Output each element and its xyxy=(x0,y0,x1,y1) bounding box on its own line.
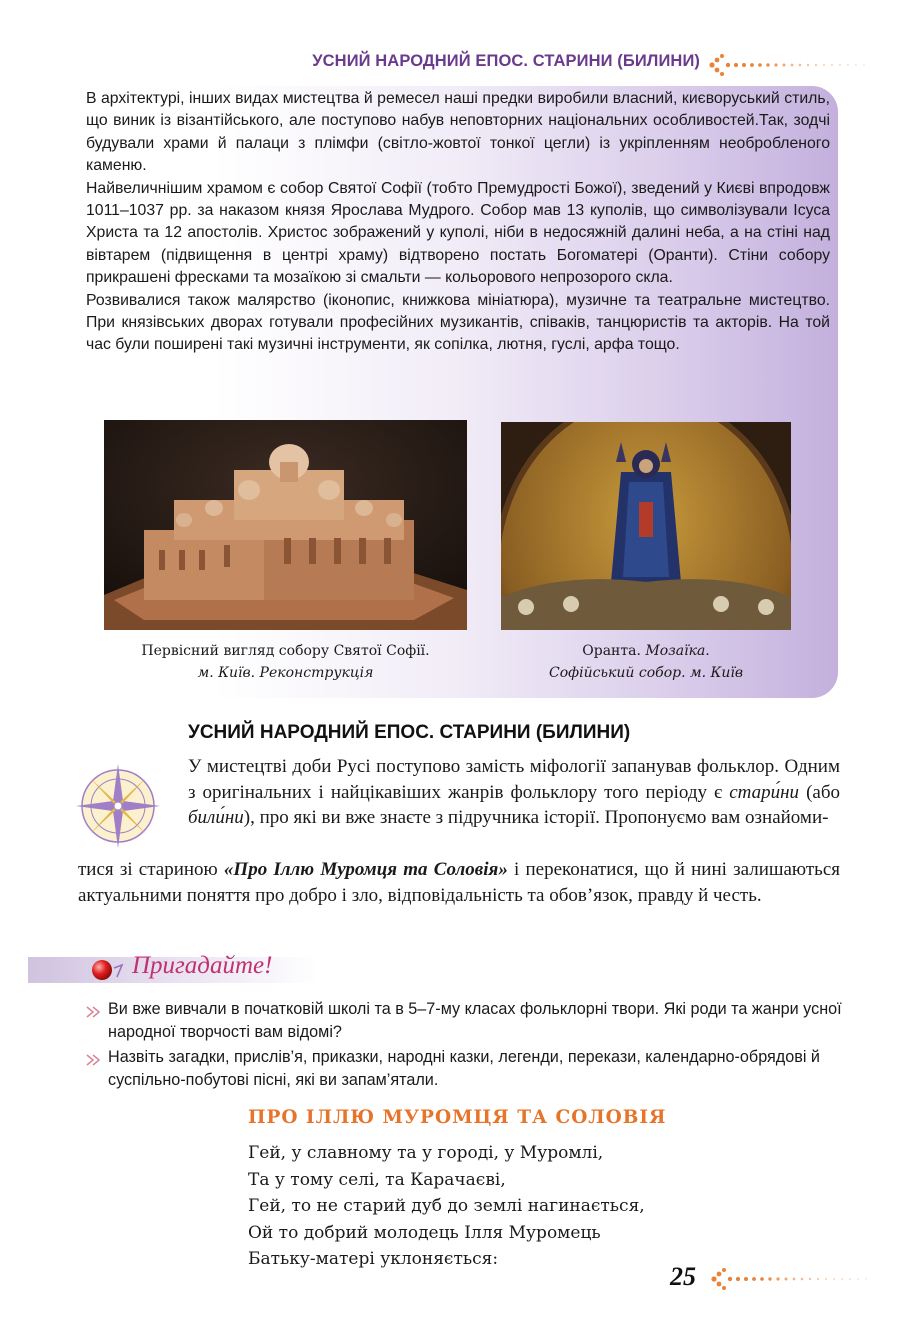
oranta-caption-title: Оранта. xyxy=(582,643,646,659)
double-arrow-icon xyxy=(86,1002,104,1025)
intro-part: тися зі стариною xyxy=(78,859,224,880)
poem-line: Батьку-матері уклоняється: xyxy=(248,1249,499,1269)
intro-part: У мистецтві доби Русі поступово замість міфології запанував фольклор. Одним з оригінальних і найцікавіших жанрів фольклору того періоду є xyxy=(188,756,840,803)
compass-rose-icon xyxy=(72,760,164,857)
section-heading: УСНИЙ НАРОДНИЙ ЕПОС. СТАРИНИ (БИЛИНИ) xyxy=(188,722,631,743)
running-header-title: УСНИЙ НАРОДНИЙ ЕПОС. СТАРИНИ (БИЛИНИ) xyxy=(312,52,700,70)
panel-paragraph: Розвивалися також малярство (іконопис, книжкова мініатюра), музичне та театральне мистецтво. При князівських дворах готували професійних музикантів, співаків, танцюристів та акторів. На той час були поширені такі музичні інструменти, як сопілка, лютня, гуслі, арфа тощо. xyxy=(86,291,830,354)
oranta-mosaic-photo xyxy=(501,422,791,630)
poem-line: Та у тому селі, та Карачаєві, xyxy=(248,1169,506,1190)
poem-text xyxy=(248,1140,645,1273)
oranta-caption-line2: Софійський собор. м. Київ xyxy=(549,665,743,681)
oranta-caption xyxy=(501,640,791,684)
poem-line: Гей, у славному та у городі, у Муромлі, xyxy=(248,1143,604,1163)
intro-part: (або xyxy=(799,781,840,803)
poem-line: Гей, то не старий дуб до землі нагинається, xyxy=(248,1196,645,1216)
cathedral-caption-line2: м. Київ. Реконструкція xyxy=(197,665,374,681)
panel-paragraph: Найвеличнішим храмом є собор Святої Софії (тобто Премудрості Божої), зведений у Києві впродовж 1011–1037 рр. за наказом князя Ярослава Мудрого. Собор мав 13 куполів, що символізували Ісуса Христа та 12 апостолів. Христос зображений у куполі, ніби в недосяжній далині неба, а на стіні над вівтарем (підвищення в центрі храму) відтворено постать Богоматері (Оранти). Стіни собору прикрашені фресками та мозаїкою зі смальти — кольорового непрозорого скла. xyxy=(86,179,830,287)
red-ball-icon xyxy=(90,957,124,988)
cathedral-model-photo xyxy=(104,420,467,630)
intro-text-continued xyxy=(78,857,840,908)
question-text: Назвіть загадки, прислів’я, приказки, народні казки, легенди, перекази, календарно-обрядові й суспільно-побутові пісні, які ви запам’ятали. xyxy=(108,1048,820,1089)
running-header xyxy=(0,50,918,80)
dotted-arrow-ornament xyxy=(706,54,918,76)
intro-part: ), про які ви вже знаєте з підручника історії. Пропонуємо вам ознайоми- xyxy=(243,807,829,829)
panel-paragraph: В архітектурі, інших видах мистецтва й ремесел наші предки виробили власний, києворуський стиль, що виник із візантійського, але поступово набув неповторних національних особливостей.Так, зодчі будували храми й палаци з плімфи (світло-жовтої тонкої цегли) із укріпленням необробленого каменю. xyxy=(86,90,830,175)
question-text: Ви вже вивчали в початковій школі та в 5–7-му класах фольклорні твори. Які роди та жанри усної народної творчості вам відомі? xyxy=(108,1000,842,1041)
remember-title: Пригадайте! xyxy=(132,952,273,979)
poem-line: Ой то добрий молодець Ілля Муромець xyxy=(248,1222,601,1243)
double-arrow-icon xyxy=(86,1050,104,1073)
intro-text xyxy=(188,754,840,831)
intro-term: стари́ни xyxy=(729,781,800,803)
cathedral-caption xyxy=(104,640,467,684)
intro-part: і переконатися, що й нині залишаються актуальними поняття про добро і зло, відповідальність та обов’язок, правду й честь. xyxy=(78,859,841,906)
dotted-arrow-ornament xyxy=(708,1268,918,1290)
question-item xyxy=(86,1046,846,1092)
cathedral-caption-line1: Первісний вигляд собору Святої Софії. xyxy=(141,643,430,659)
panel-text xyxy=(86,88,830,357)
intro-term: били́ни xyxy=(188,807,244,829)
oranta-caption-medium: Мозаїка. xyxy=(645,643,710,659)
page-number: 25 xyxy=(670,1262,696,1291)
question-item xyxy=(86,998,846,1044)
intro-work-title: «Про Іллю Муромця та Соловія» xyxy=(223,859,508,880)
poem-title: ПРО ІЛЛЮ МУРОМЦЯ ТА СОЛОВІЯ xyxy=(248,1107,667,1128)
questions-list xyxy=(86,998,846,1094)
